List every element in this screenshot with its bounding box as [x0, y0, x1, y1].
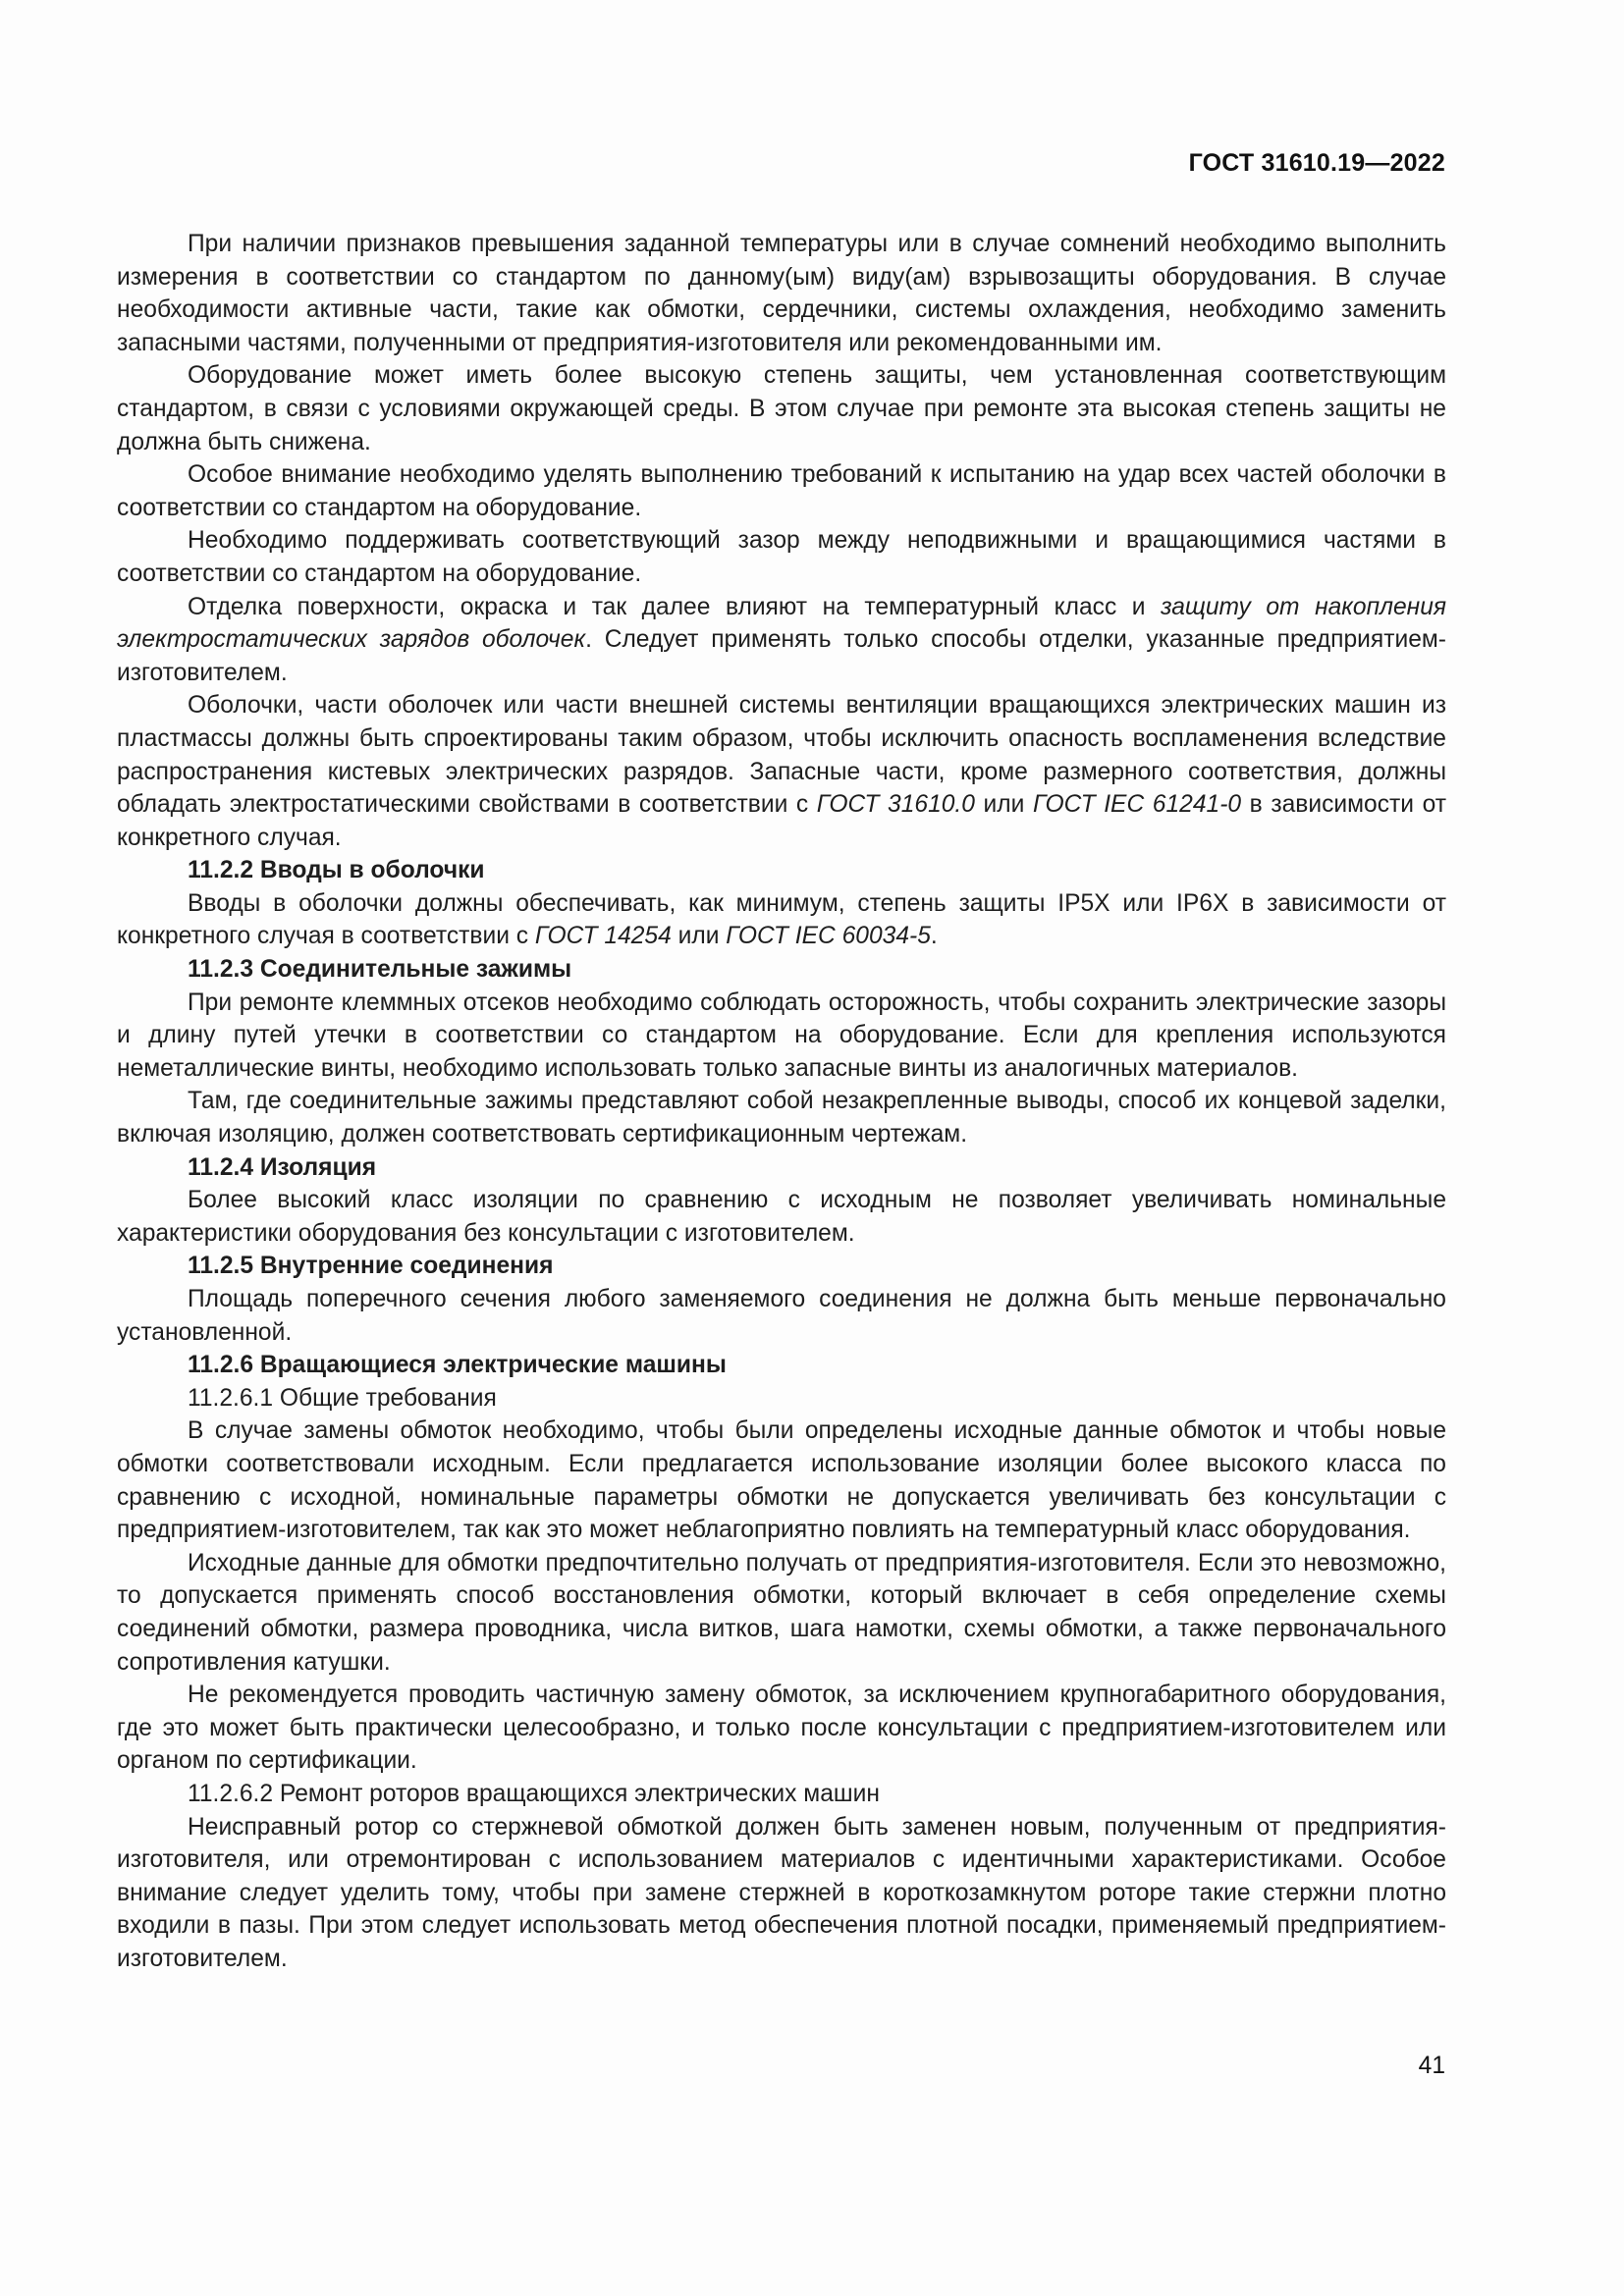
text-run: Вводы в оболочки должны обеспечивать, как минимум, степень защиты IP5X или IP6X в зависимости от конкретного случая в соответствии с: [117, 889, 1446, 950]
standard-reference: ГОСТ 31610.0: [816, 791, 975, 819]
subsection-heading-11-2-6-1: 11.2.6.1 Общие требования: [188, 1384, 497, 1412]
italic-text: защиту от накопления электростатических зарядов оболочек: [117, 593, 1447, 654]
paragraph: [117, 689, 1446, 854]
text-run: Отделка поверхности, окраска и так далее влияют на температурный класс и: [188, 593, 1162, 620]
paragraph: Более высокий класс изоляции по сравнению с исходным не позволяет увеличивать номинальные характеристики оборудования без консультации с изготовителем.: [117, 1187, 1446, 1247]
section-heading-11-2-6: 11.2.6 Вращающиеся электрические машины: [188, 1352, 727, 1379]
paragraph: Неисправный ротор со стержневой обмоткой должен быть заменен новым, полученным от предприятия-изготовителя, или отремонтирован с использованием материалов с идентичными характеристиками. Особое внимание следует уделить тому, чтобы при замене стержней в короткозамкнутом роторе такие стержни плотно входили в пазы. При этом следует использовать метод обеспечения плотной посадки, применяемый предприятием-изготовителем.: [117, 1813, 1446, 1972]
paragraph: Не рекомендуется проводить частичную замену обмоток, за исключением крупногабаритного оборудования, где это может быть практически целесообразно, и только после консультации с предприятием-изготовителем или органом по сертификации.: [117, 1682, 1446, 1775]
section-heading-11-2-3: 11.2.3 Соединительные зажимы: [188, 956, 572, 984]
standard-reference: ГОСТ 14254: [534, 923, 672, 950]
paragraph: Оборудование может иметь более высокую степень защиты, чем установленная соответствующим стандартом, в связи с условиями окружающей среды. В этом случае при ремонте эта высокая степень защиты не должна быть снижена.: [117, 362, 1446, 455]
standard-reference: ГОСТ IEC 60034-5: [726, 923, 931, 950]
paragraph: Там, где соединительные зажимы представляют собой незакрепленные выводы, способ их концевой заделки, включая изоляцию, должен соответствовать сертификационным чертежам.: [117, 1088, 1446, 1148]
paragraph: Исходные данные для обмотки предпочтительно получать от предприятия-изготовителя. Если это невозможно, то допускается применять способ восстановления обмотки, который включает в себя определение схемы соединений обмотки, размера проводника, числа витков, шага намотки, схемы обмотки, а также первоначального сопротивления катушки.: [117, 1549, 1446, 1676]
section-heading-11-2-5: 11.2.5 Внутренние соединения: [188, 1253, 554, 1280]
paragraph: При ремонте клеммных отсеков необходимо соблюдать осторожность, чтобы сохранить электрические зазоры и длину путей утечки в соответствии со стандартом на оборудование. Если для крепления используются неметаллические винты, необходимо использовать только запасные винты из аналогичных материалов.: [117, 988, 1446, 1082]
text-run: Оболочки, части оболочек или части внешней системы вентиляции вращающихся электрических машин из пластмассы должны быть спроектированы таким образом, чтобы исключить опасность воспламенения вследствие распространения кистевых электрических разрядов. Запасные части, кроме размерного соответствия, должны обладать электростатическими свойствами в соответствии с: [117, 692, 1446, 819]
paragraph: [117, 887, 1446, 953]
section-heading-11-2-4: 11.2.4 Изоляция: [188, 1153, 377, 1181]
subsection-heading-11-2-6-2: 11.2.6.2 Ремонт роторов вращающихся электрических машин: [188, 1780, 880, 1807]
document-header: ГОСТ 31610.19—2022: [1188, 149, 1445, 177]
paragraph: Особое внимание необходимо уделять выполнению требований к испытанию на удар всех частей оболочки в соответствии со стандартом на оборудование.: [117, 461, 1446, 521]
document-body: [117, 228, 1446, 1975]
section-heading-11-2-2: 11.2.2 Вводы в оболочки: [188, 857, 485, 884]
text-run: .: [930, 923, 938, 950]
paragraph: Площадь поперечного сечения любого заменяемого соединения не должна быть меньше первоначально установленной.: [117, 1286, 1446, 1346]
text-run: или: [671, 923, 727, 950]
text-run: или: [974, 791, 1033, 819]
text-run: в зависимости от конкретного случая.: [117, 791, 1447, 851]
page-number: 41: [1418, 2053, 1445, 2079]
paragraph: Необходимо поддерживать соответствующий зазор между неподвижными и вращающимися частями в соответствии со стандартом на оборудование.: [117, 527, 1446, 587]
text-run: . Следует применять только способы отделки, указанные предприятием-изготовителем.: [117, 626, 1446, 686]
paragraph: В случае замены обмоток необходимо, чтобы были определены исходные данные обмоток и чтобы новые обмотки соответствовали исходным. Если предлагается использование изоляции более высокого класса по сравнению с исходной, номинальные параметры обмотки не допускается увеличивать без консультации с предприятием-изготовителем, так как это может неблагоприятно повлиять на температурный класс оборудования.: [117, 1417, 1446, 1544]
paragraph: При наличии признаков превышения заданной температуры или в случае сомнений необходимо выполнить измерения в соответствии со стандартом по данному(ым) виду(ам) взрывозащиты оборудования. В случае необходимости активные части, такие как обмотки, сердечники, системы охлаждения, необходимо заменить запасными частями, полученными от предприятия-изготовителя или рекомендованными им.: [117, 231, 1446, 356]
paragraph: [117, 591, 1446, 690]
standard-reference: ГОСТ IEC 61241-0: [1032, 791, 1242, 819]
